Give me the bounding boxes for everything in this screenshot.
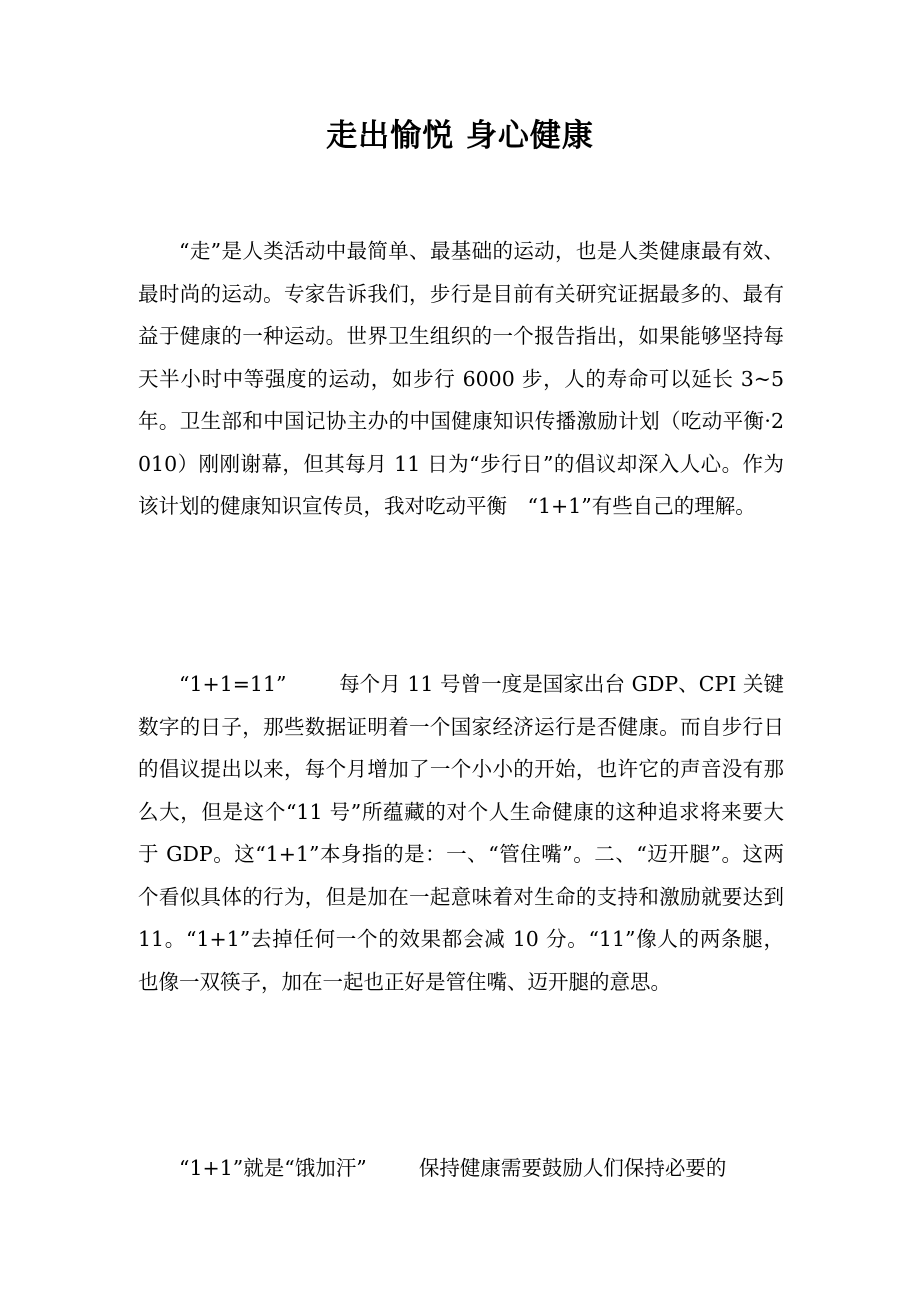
- paragraph-section-2: [138, 1147, 784, 1190]
- paragraph-text: 保持健康需要鼓励人们保持必要的: [418, 1156, 727, 1180]
- paragraph-text: 每个月 11 号曾一度是国家出台 GDP、CPI 关键数字的日子，那些数据证明着一个国家经济运行是否健康。而自步行日的倡议提出以来，每个月增加了一个小小的开始，也许它的声音没有那么大，但是这个“11 号”所蕴藏的对个人生命健康的这种追求将来要大于 GDP。这“1+1”本身指的是：一、“管住嘴”。二、“迈开腿”。这两个看似具体的行为，但是加在一起意味着对生命的支持和激励就要达到 11。“1+1”去掉任何一个的效果都会减 10 分。“11”像人的两条腿，也像一双筷子，加在一起也正好是管住嘴、迈开腿的意思。: [138, 672, 784, 994]
- paragraph-text: “走”是人类活动中最简单、最基础的运动，也是人类健康最有效、最时尚的运动。专家告诉我们，步行是目前有关研究证据最多的、最有益于健康的一种运动。世界卫生组织的一个报告指出，如果能够坚持每天半小时中等强度的运动，如步行 6000 步，人的寿命可以延长 3~5 年。卫生部和中国记协主办的中国健康知识传播激励计划（吃动平衡·2010）刚刚谢幕，但其每月 11 日为“步行日”的倡议却深入人心。作为该计划的健康知识宣传员，我对吃动平衡 “1+1”有些自己的理解。: [138, 239, 784, 518]
- section-heading: “1+1=11”: [179, 672, 287, 696]
- section-heading: “1+1”就是“饿加汗”: [179, 1156, 367, 1180]
- paragraph-section-1: [138, 663, 784, 1003]
- document-title: 走出愉悦 身心健康: [326, 118, 594, 154]
- paragraph-intro: [138, 230, 784, 528]
